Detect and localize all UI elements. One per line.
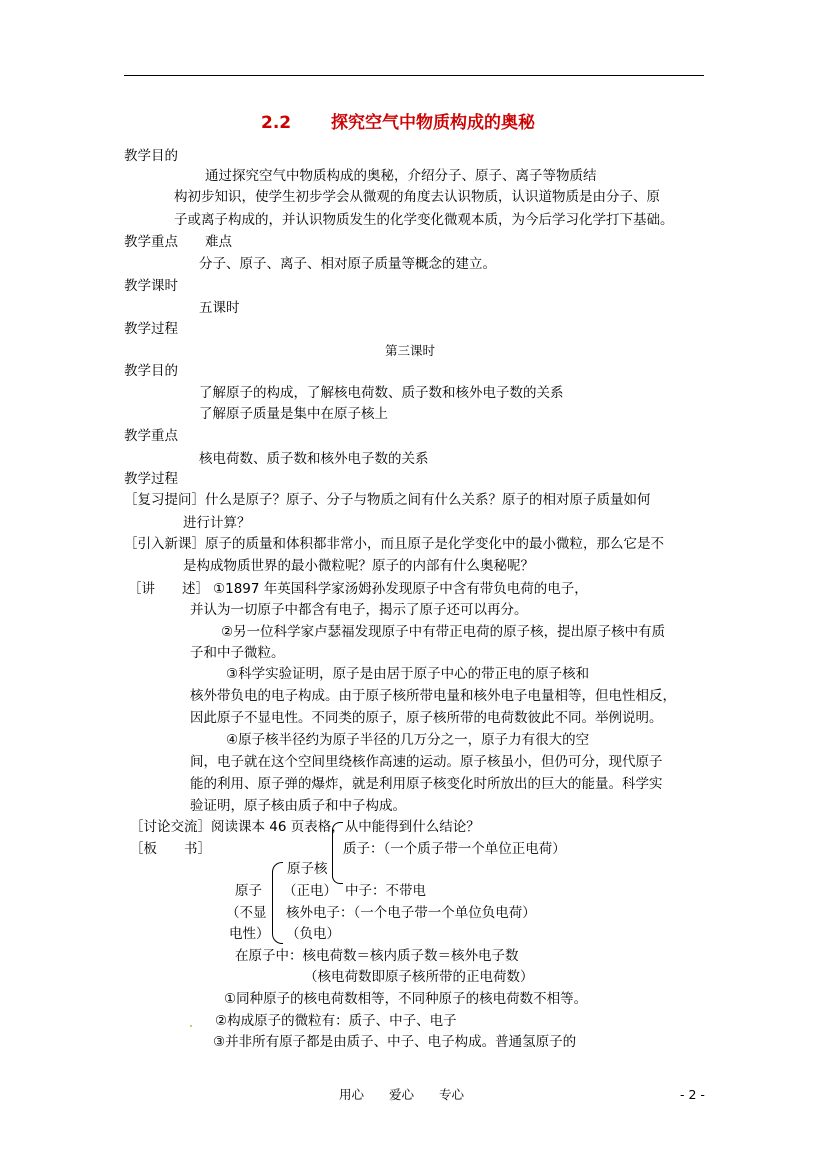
- section-label: ［板 书］: [130, 841, 211, 857]
- paragraph-line: ［复习提问］什么是原子？原子、分子与物质之间有什么关系？原子的相对原子质量如何: [124, 492, 651, 508]
- electron-charge: （负电）: [286, 926, 340, 942]
- paragraph-line: 并认为一切原子中都含有电子，揭示了原子还可以再分。: [190, 602, 528, 618]
- heading-process: 教学过程: [124, 321, 178, 337]
- paragraph-line: 是构成物质世界的最小微粒呢？原子的内部有什么奥秘呢？: [183, 558, 534, 574]
- paragraph-line: ［引入新课］原子的质量和体积都非常小，而且原子是化学变化中的最小微粒，那么它是不: [124, 536, 664, 552]
- atom-neutral-note: 电性）: [229, 926, 270, 942]
- nucleus-label: 原子核: [287, 861, 328, 877]
- paragraph-line: 了解原子的构成，了解核电荷数、质子数和核外电子数的关系: [199, 385, 564, 401]
- atom-label: 原子: [235, 883, 262, 899]
- paragraph-line: 核外带负电的电子构成。由于原子核所带电量和核外电子电量相等，但电性相反，: [190, 688, 676, 704]
- paragraph-line: 构初步知识，使学生初步学会从微观的角度去认识物质，认识道物质是由分子、原: [174, 189, 660, 205]
- heading-difficulties: 难点: [205, 234, 232, 250]
- paragraph-line: ②另一位科学家卢瑟福发现原子中有带正电荷的原子核，提出原子核中有质: [221, 624, 666, 640]
- atom-neutral-note: （不显: [226, 905, 267, 921]
- notes-line: ①同种原子的核电荷数相等，不同种原子的核电荷数不相等。: [224, 991, 588, 1007]
- paragraph-line: 核电荷数、质子数和核外电子数的关系: [199, 451, 429, 467]
- paragraph-line: 了解原子质量是集中在原子核上: [199, 406, 388, 422]
- section-label: ［讲 述］: [128, 581, 209, 597]
- notes-line: ②构成原子的微粒有：质子、中子、电子: [215, 1013, 457, 1029]
- heading-teaching-goal: 教学目的: [124, 148, 178, 164]
- header-rule: [124, 75, 704, 76]
- atom-brace: [272, 862, 283, 944]
- notes-line: 在原子中：核电荷数＝核内质子数＝核外电子数: [235, 948, 519, 964]
- proton-label: 质子：（一个质子带一个单位正电荷）: [343, 841, 566, 857]
- notes-line: ③并非所有原子都是由质子、中子、电子构成。普通氢原子的: [213, 1034, 577, 1050]
- heading-key-points: 教学重点: [124, 428, 178, 444]
- neutron-label: 中子：不带电: [345, 883, 426, 899]
- paragraph-line: ［讨论交流］阅读课本 46 页表格，从中能得到什么结论？: [130, 819, 480, 835]
- paragraph-line: ④原子核半径约为原子半径的几万分之一，原子力有很大的空: [226, 732, 590, 748]
- paragraph-line: 验证明，原子核由质子和中子构成。: [190, 798, 406, 814]
- page-number: - 2 -: [680, 1087, 705, 1102]
- lesson-heading: 第三课时: [385, 343, 436, 358]
- paragraph-line: 子或离子构成的，并认识物质发生的化学变化微观本质，为今后学习化学打下基础。: [174, 212, 674, 228]
- heading-process: 教学过程: [124, 471, 178, 487]
- nucleus-charge: （正电）: [283, 883, 337, 899]
- paragraph-line: 五课时: [199, 300, 240, 316]
- paragraph-line: 通过探究空气中物质构成的奥秘，介绍分子、原子、离子等物质结: [205, 168, 597, 184]
- page-title: 探究空气中物质构成的奥秘: [331, 113, 535, 133]
- paragraph-line: ③科学实验证明，原子是由居于原子中心的带正电的原子核和: [226, 666, 590, 682]
- electron-label: 核外电子：（一个电子带一个单位负电荷）: [286, 905, 536, 921]
- nucleus-brace: [332, 822, 343, 884]
- paragraph-line: 进行计算？: [183, 515, 251, 531]
- heading-teaching-goal: 教学目的: [124, 363, 178, 379]
- heading-periods: 教学课时: [124, 278, 178, 294]
- paragraph-line: 分子、原子、离子、相对原子质量等概念的建立。: [199, 256, 496, 272]
- stray-mark: [190, 1025, 192, 1027]
- footer-slogan: 用心 爱心 专心: [339, 1087, 465, 1102]
- paragraph-line: 因此原子不显电性。不同类的原子，原子核所带的电荷数彼此不同。举例说明。: [190, 710, 663, 726]
- paragraph-line: 能的利用、原子弹的爆炸，就是利用原子核变化时所放出的巨大的能量。科学实: [190, 776, 663, 792]
- section-number: 2.2: [261, 113, 292, 133]
- paragraph-line: 间，电子就在这个空间里绕核作高速的运动。原子核虽小，但仍可分，现代原子: [190, 754, 663, 770]
- paragraph-line: ①1897 年英国科学家汤姆孙发现原子中含有带负电荷的电子，: [213, 581, 588, 597]
- notes-line: （核电荷数即原子核所带的正电荷数）: [304, 969, 534, 985]
- paragraph-line: 子和中子微粒。: [190, 645, 285, 661]
- heading-key-points: 教学重点: [124, 234, 178, 250]
